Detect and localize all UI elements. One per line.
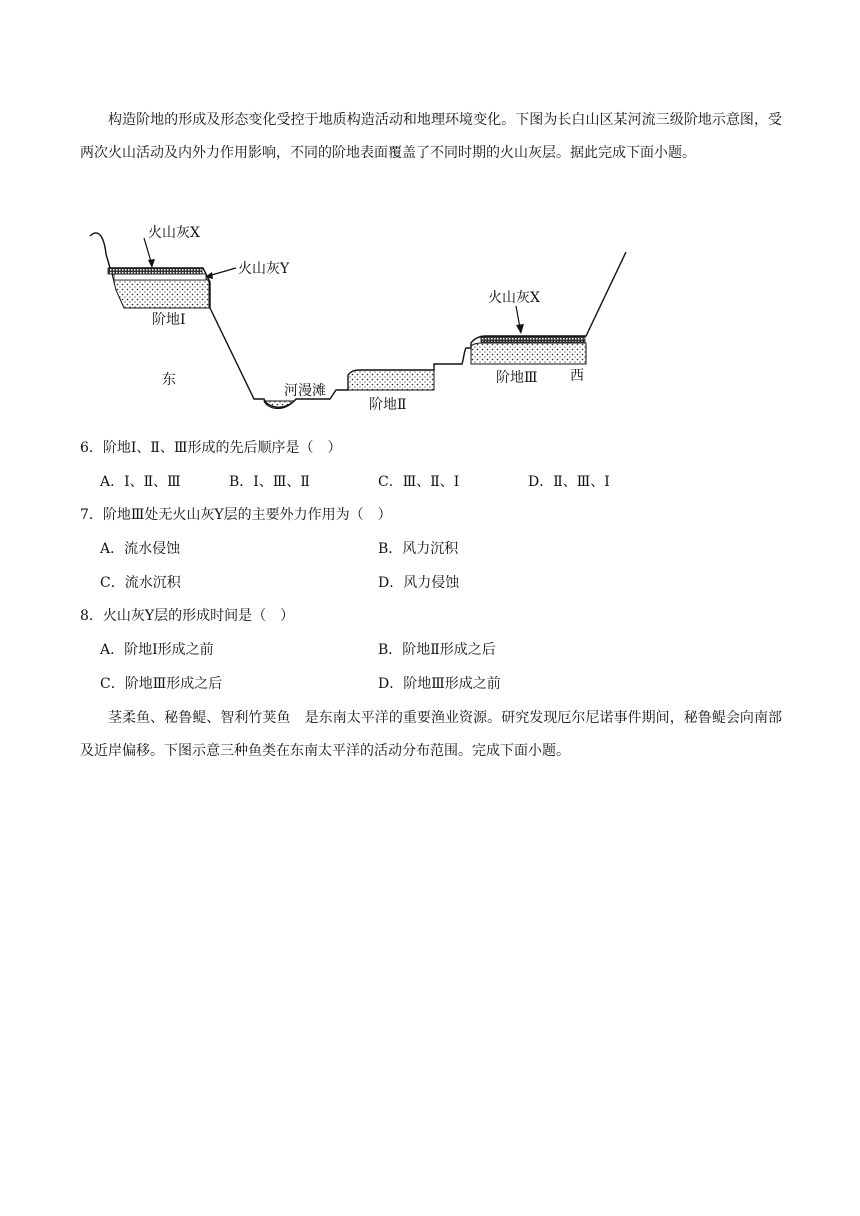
question-7-stem: 7．阶地Ⅲ处无火山灰Y层的主要外力作用为（ ） [80, 507, 392, 523]
question-7-option-c[interactable]: C．流水沉积 [100, 575, 181, 591]
intro-paragraph-2: 茎柔鱼、秘鲁鳀、智利竹荚鱼 是东南太平洋的重要渔业资源。研究发现厄尔尼诺事件期间，秘鲁鳀会向南部及近岸偏移。下图示意三种鱼类在东南太平洋的活动分布范围。完成下面小题。 [80, 710, 782, 759]
question-6-stem: 6．阶地I、Ⅱ、Ⅲ形成的先后顺序是（ ） [80, 440, 342, 456]
question-8-option-d[interactable]: D．阶地Ⅲ形成之前 [378, 676, 501, 692]
question-7-option-d[interactable]: D．风力侵蚀 [378, 575, 460, 591]
question-8-option-c[interactable]: C．阶地Ⅲ形成之后 [100, 676, 223, 692]
label-terrace-3: 阶地Ⅲ [496, 370, 538, 386]
label-floodplain: 河漫滩 [284, 383, 326, 399]
question-6-option-d[interactable]: D．Ⅱ、Ⅲ、I [528, 474, 610, 490]
label-ash-y: 火山灰Y [238, 261, 290, 277]
label-east: 东 [162, 372, 176, 388]
label-terrace-1: 阶地I [152, 312, 186, 328]
ash-layer-x-left [108, 268, 202, 274]
terrace-3-deposit [471, 343, 586, 364]
label-west: 西 [570, 368, 584, 384]
arrow-head-ash-x-right [516, 324, 524, 334]
question-6-option-c[interactable]: C．Ⅲ、Ⅱ、I [378, 474, 460, 490]
label-ash-x-left: 火山灰X [148, 225, 200, 241]
terrace-2-deposit [348, 370, 434, 390]
river-terrace-diagram [86, 218, 646, 418]
ash-layer-x-right [481, 336, 585, 342]
question-8-option-a[interactable]: A．阶地I形成之前 [100, 642, 214, 658]
question-6-option-a[interactable]: A．I、Ⅱ、Ⅲ [100, 474, 181, 490]
question-7-option-b[interactable]: B．风力沉积 [378, 541, 459, 557]
question-8-option-b[interactable]: B．阶地Ⅱ形成之后 [378, 642, 496, 658]
label-ash-x-right: 火山灰X [488, 290, 540, 306]
intro-paragraph-1: 构造阶地的形成及形态变化受控于地质构造活动和地理环境变化。下图为长白山区某河流三级阶地示意图，受两次火山活动及内外力作用影响，不同的阶地表面覆盖了不同时期的火山灰层。据此完成下面小题。 [80, 112, 782, 161]
question-7-option-a[interactable]: A．流水侵蚀 [100, 541, 181, 557]
ash-layer-y [114, 274, 206, 280]
label-terrace-2: 阶地Ⅱ [369, 397, 407, 413]
question-8-stem: 8．火山灰Y层的形成时间是（ ） [80, 608, 295, 624]
question-6-option-b[interactable]: B．I、Ⅲ、Ⅱ [229, 474, 310, 490]
arrow-head-ash-x-left [148, 259, 155, 268]
